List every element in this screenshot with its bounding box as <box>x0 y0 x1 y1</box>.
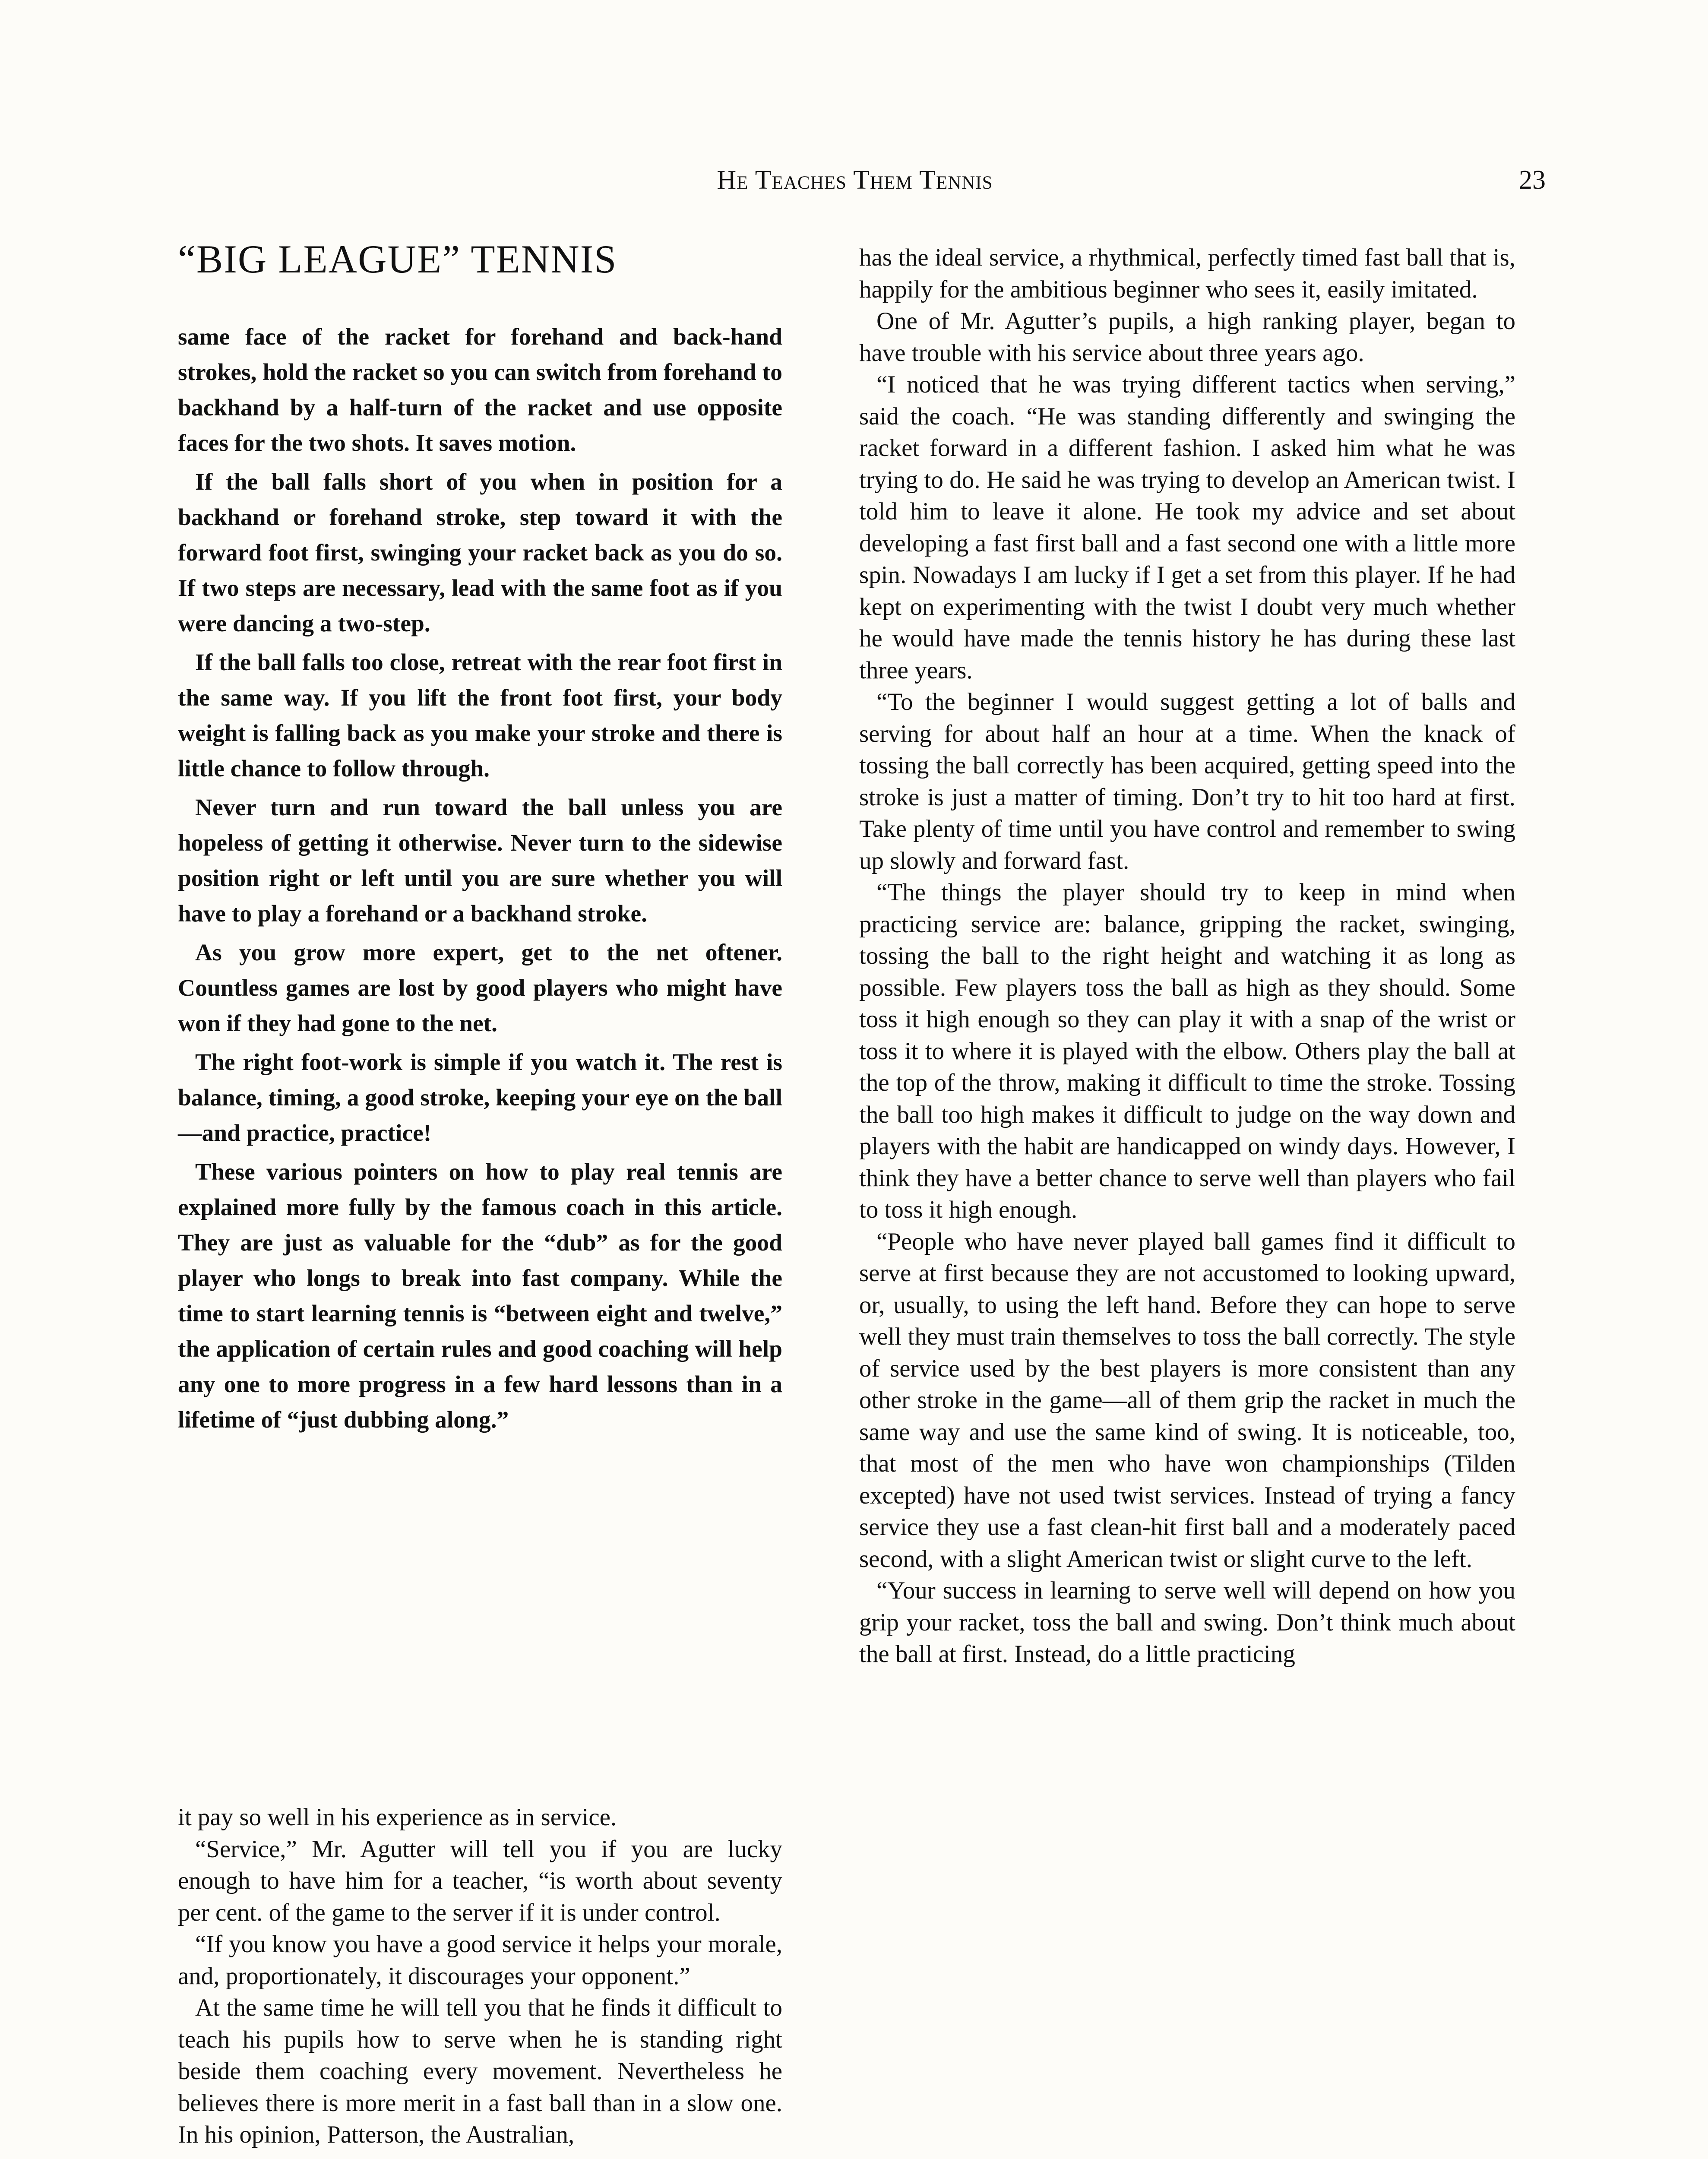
sidebar-paragraph: If the ball falls short of you when in position for a backhand or forehand stroke, step toward it with the forward foot first, swinging your racket back as you do so. If two steps are necessary, lead with the same foot as if you were dancing a two-step. <box>178 469 782 637</box>
body-paragraph: At the same time he will tell you that he finds it difficult to teach his pupils how to serve when he is standing right beside them coaching every movement. Nevertheless he believes there is more merit in a fast ball than in a slow one. In his opinion, Patterson, the Australian, <box>178 1994 782 2148</box>
sidebar-paragraph: same face of the racket for forehand and back-hand strokes, hold the racket so you can switch from forehand to backhand by a half-turn of the racket and use opposite faces for the two shots. It saves motion. <box>178 324 782 456</box>
sidebar-box <box>178 320 782 1438</box>
sidebar-paragraph: These various pointers on how to play real tennis are explained more fully by the famous coach in this article. They are just as valuable for the “dub” as for the good player who longs to break into fast company. While the time to start learning tennis is “between eight and twelve,” the application of certain rules and good coaching will help any one to more progress in a few hard lessons than in a lifetime of “just dubbing along.” <box>178 1159 782 1433</box>
page-number: 23 <box>1519 165 1546 195</box>
sidebar-title: “BIG LEAGUE” TENNIS <box>178 237 617 281</box>
running-title: He Teaches Them Tennis <box>717 165 993 195</box>
body-paragraph: “I noticed that he was trying different tactics when serving,” said the coach. “He was standing differently and swinging the racket forward in a different fashion. I asked him what he was trying to do. He said he was trying to develop an American twist. I told him to leave it alone. He took my advice and set about developing a fast first ball and a fast second one with a little more spin. Nowadays I am lucky if I get a set from this player. If he had kept on experimenting with the twist I doubt very much whether he would have made the tennis history he has during these last three years. <box>859 371 1515 684</box>
body-paragraph: “If you know you have a good service it helps your morale, and, proportionately, it discourages your opponent.” <box>178 1931 782 1990</box>
body-paragraph: “The things the player should try to keep in mind when practicing service are: balance, gripping the racket, swinging, tossing the ball to the right height and watching it as long as possible. Few players toss the ball as high as they should. Some toss it high enough so they can play it with a snap of the wrist or toss it to where it is played with the elbow. Others play the ball at the top of the throw, making it difficult to time the stroke. Tossing the ball too high makes it difficult to judge on the way down and players with the habit are handicapped on windy days. However, I think they have a better chance to serve well than players who fail to toss it high enough. <box>859 879 1515 1223</box>
right-column-body <box>859 242 1515 1670</box>
body-paragraph: “Service,” Mr. Agutter will tell you if you are lucky enough to have him for a teacher, “is worth about seventy per cent. of the game to the server if it is under control. <box>178 1835 782 1926</box>
sidebar-paragraph: The right foot-work is simple if you watch it. The rest is balance, timing, a good stroke, keeping your eye on the ball—and practice, practice! <box>178 1049 782 1146</box>
left-column-body <box>178 1801 782 2151</box>
sidebar-paragraph: If the ball falls too close, retreat with the rear foot first in the same way. If you lift the front foot first, your body weight is falling back as you make your stroke and there is little chance to follow through. <box>178 649 782 782</box>
body-paragraph: One of Mr. Agutter’s pupils, a high ranking player, began to have trouble with his service about three years ago. <box>859 307 1515 367</box>
sidebar-paragraph: As you grow more expert, get to the net oftener. Countless games are lost by good players who might have won if they had gone to the net. <box>178 940 782 1037</box>
body-paragraph: “To the beginner I would suggest getting a lot of balls and serving for about half an hour at a time. When the knack of tossing the ball correctly has been acquired, getting speed into the stroke is just a matter of timing. Don’t try to hit too hard at first. Take plenty of time until you have control and remember to swing up slowly and forward fast. <box>859 688 1515 874</box>
running-head <box>0 165 1708 204</box>
body-paragraph: “People who have never played ball games find it difficult to serve at first because they are not accustomed to looking upward, or, usually, to using the left hand. Before they can hope to serve well they must train themselves to toss the ball correctly. The style of service used by the best players is more consistent than any other stroke in the game—all of them grip the racket in much the same way and use the same kind of swing. It is noticeable, too, that most of the men who have won championships (Tilden excepted) have not used twist services. Instead of trying a fancy service they use a fast clean-hit first ball and a moderately paced second, with a slight American twist or slight curve to the left. <box>859 1228 1515 1573</box>
body-paragraph: it pay so well in his experience as in service. <box>178 1804 617 1831</box>
sidebar-paragraph: Never turn and run toward the ball unless you are hopeless of getting it otherwise. Never turn to the sidewise position right or left until you are sure whether you will have to play a forehand or a backhand stroke. <box>178 795 782 927</box>
body-paragraph: has the ideal service, a rhythmical, perfectly timed fast ball that is, happily for the ambitious beginner who sees it, easily imitated. <box>859 244 1515 303</box>
body-paragraph: “Your success in learning to serve well will depend on how you grip your racket, toss the ball and swing. Don’t think much about the ball at first. Instead, do a little practicing <box>859 1577 1515 1668</box>
